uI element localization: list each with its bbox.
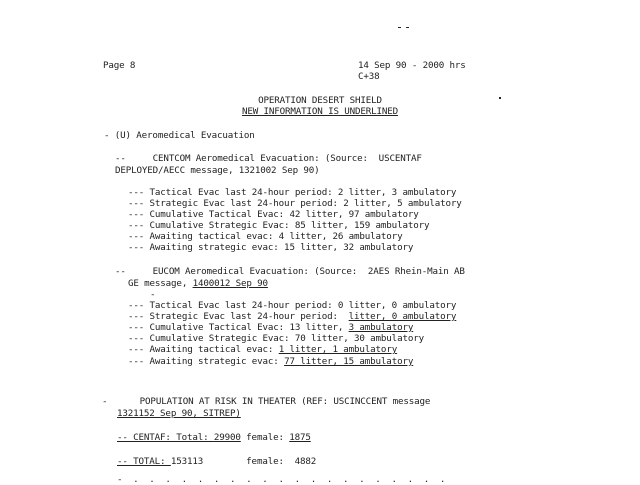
eucom-item-text: --- Cumulative Strategic Evac: 70 litter, 30 ambulatory: [128, 333, 424, 344]
eucom-item: [128, 322, 413, 333]
document-title: OPERATION DESERT SHIELD: [258, 95, 382, 106]
c-day-line: C+38: [358, 71, 380, 82]
eucom-item: [128, 300, 456, 311]
total-female: 4882: [294, 456, 317, 467]
centcom-item: --- Awaiting tactical evac: 4 litter, 26 ambulatory: [128, 231, 403, 242]
eucom-item-text: --- Awaiting strategic evac:: [128, 356, 285, 367]
eucom-source-date: 1400012 Sep 90: [192, 278, 268, 289]
centcom-source: DEPLOYED/AECC message, 1321002 Sep 90): [115, 165, 320, 176]
eucom-item-new: 1 litter, 1 ambulatory: [278, 344, 398, 355]
centaf-line: [117, 432, 311, 443]
eucom-item-text: --- Awaiting tactical evac:: [128, 344, 279, 355]
scan-speck: [406, 27, 409, 28]
eucom-dash: -: [150, 289, 156, 300]
centaf-female: 1875: [289, 432, 311, 443]
eucom-item-new: litter, 0 ambulatory: [348, 311, 457, 322]
eucom-item: [128, 311, 456, 322]
eucom-item: [128, 356, 413, 367]
scan-speck: [499, 97, 501, 99]
eucom-heading: -- EUCOM Aeromedical Evacuation: (Source: 2AES Rhein-Main AB: [115, 266, 465, 277]
eucom-item-text: --- Cumulative Tactical Evac: 13 litter,: [128, 322, 349, 333]
centcom-item: --- Awaiting strategic evac: 15 litter, 32 ambulatory: [128, 242, 414, 253]
total-value: 153113: [170, 456, 204, 467]
eucom-item-text: --- Strategic Evac last 24-hour period:: [128, 311, 349, 322]
eucom-item-new: 3 ambulatory: [348, 322, 414, 333]
centcom-item: --- Strategic Evac last 24-hour period: 2 litter, 5 ambulatory: [128, 198, 462, 209]
total-line: [117, 456, 316, 467]
scan-speck: [398, 27, 401, 28]
total-female-label: female:: [203, 456, 295, 467]
centaf-female-label: female:: [240, 432, 290, 443]
centaf-label: -- CENTAF: Total:: [117, 432, 214, 443]
eucom-source-text: GE message,: [128, 278, 193, 289]
centcom-item: --- Tactical Evac last 24-hour period: 2 litter, 3 ambulatory: [128, 187, 457, 198]
section-heading: - (U) Aeromedical Evacuation: [104, 130, 255, 141]
centcom-heading: -- CENTCOM Aeromedical Evacuation: (Source: USCENTAF: [115, 153, 422, 164]
eucom-item: [128, 333, 424, 344]
population-source: 1321152 Sep 90, SITREP): [117, 408, 241, 419]
eucom-source: [128, 278, 268, 289]
centaf-total: 29900: [213, 432, 241, 443]
cutoff-line: - . . . . . . . . . . . . . . . . . . . .: [117, 474, 446, 485]
centcom-item: --- Cumulative Tactical Evac: 42 litter, 97 ambulatory: [128, 209, 419, 220]
population-heading: - POPULATION AT RISK IN THEATER (REF: USCINCCENT message: [102, 396, 431, 407]
centcom-item: --- Cumulative Strategic Evac: 85 litter, 159 ambulatory: [128, 220, 430, 231]
total-label: -- TOTAL:: [117, 456, 171, 467]
date-time-line: 14 Sep 90 - 2000 hrs: [358, 60, 466, 71]
page-number: Page 8: [103, 60, 136, 71]
document-subtitle: NEW INFORMATION IS UNDERLINED: [241, 106, 399, 117]
eucom-item-text: --- Tactical Evac last 24-hour period: 0 litter, 0 ambulatory: [128, 300, 457, 311]
eucom-item: [128, 344, 397, 355]
eucom-item-new: 77 litter, 15 ambulatory: [284, 356, 414, 367]
